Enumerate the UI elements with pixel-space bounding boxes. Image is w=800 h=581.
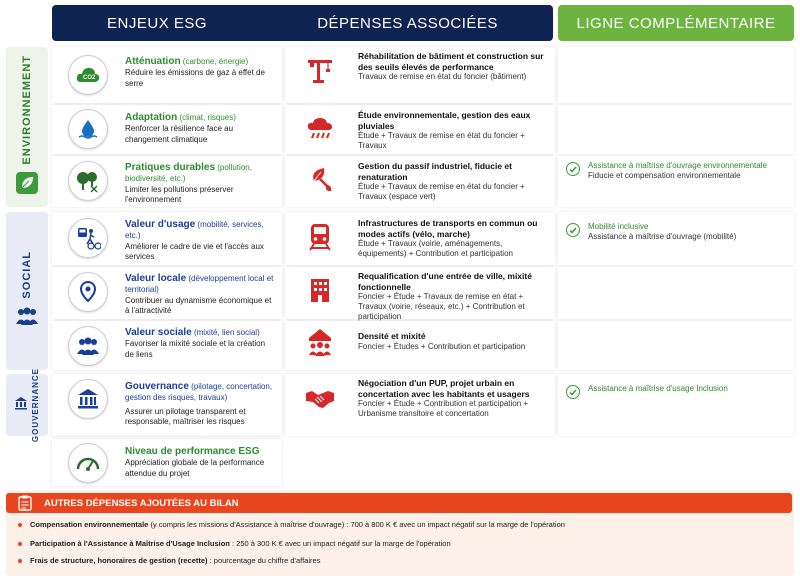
enjeu-title: Valeur sociale [125, 327, 192, 338]
enjeu-sub: (mixité, lien social) [193, 328, 260, 337]
bilan-header [6, 493, 792, 513]
enjeu-title: Pratiques durables [125, 162, 216, 173]
institution-small-icon [14, 396, 28, 415]
svg-text:CO2: CO2 [83, 75, 96, 81]
sidebar-label-gouvernance: GOUVERNANCE [31, 367, 40, 443]
depense-title: Gestion du passif industriel, fiducie et renaturation [358, 161, 512, 182]
depense-desc: Étude + Travaux (voirie, aménagements, équipements) + Contribution et participation [358, 239, 513, 258]
depense-title: Infrastructures de transports en commun ou modes actifs (vélo, marche) [358, 218, 538, 239]
sidebar-environnement [6, 47, 48, 207]
enjeu-row-valeur-usage [52, 212, 282, 265]
header-ligne: LIGNE COMPLÉMENTAIRE [558, 5, 794, 41]
ligne-row-empty-6 [558, 321, 794, 370]
bilan-title: AUTRES DÉPENSES AJOUTÉES AU BILAN [44, 497, 239, 509]
leaf-icon [16, 172, 38, 199]
ligne-title: Assistance à maîtrise d'usage Inclusion [588, 384, 728, 393]
train-icon [305, 222, 335, 252]
depense-desc: Foncier + Étude + Contribution et participation + Urbanisme transitoire et concertation [358, 399, 529, 418]
bilan-item [18, 556, 320, 565]
depense-title: Négociation d'un PUP, projet urbain en concertation avec les habitants et usagers [358, 378, 530, 399]
depense-desc: Étude + Travaux de remise en état du foncier + Travaux [358, 131, 525, 150]
depense-row-passif-industriel [285, 156, 555, 207]
depense-title: Requalification d'une entrée de ville, mixité fonctionnelle [358, 271, 532, 292]
depense-desc: Travaux de remise en état du foncier (bâtiment) [358, 72, 527, 81]
house-people-icon [305, 327, 335, 357]
bilan-item [18, 520, 565, 529]
enjeu-sub: (pollution, biodiversité, etc.) [125, 163, 252, 183]
sidebar-label-environnement: ENVIRONNEMENT [21, 54, 33, 165]
enjeu-desc: Renforcer la résilience face au changement climatique [125, 124, 234, 144]
bilan-item-label: Compensation environnementale [30, 520, 149, 529]
enjeu-sub: (climat, risques) [179, 113, 236, 122]
ligne-row-inclusion [558, 374, 794, 436]
depense-row-eaux-pluviales [285, 105, 555, 154]
depense-row-requalification [285, 267, 555, 319]
bilan-item-label: Frais de structure, honoraires de gestion (recette) [30, 556, 208, 565]
enjeu-desc: Contribuer au dynamisme économique et à l'attractivité [125, 295, 272, 315]
enjeu-title: Atténuation [125, 56, 181, 67]
bullet-icon [18, 542, 22, 546]
depense-row-densite [285, 321, 555, 370]
ligne-row-empty-5 [558, 267, 794, 319]
enjeu-sub: (carbone, énergie) [182, 57, 249, 66]
sidebar-social [6, 212, 48, 370]
enjeu-title: Valeur d'usage [125, 219, 196, 230]
trees-icon [68, 161, 108, 201]
ligne-title: Assistance à maîtrise d'ouvrage environnementale [588, 161, 767, 170]
depense-row-rehabilitation [285, 47, 555, 103]
institution-icon [68, 379, 108, 419]
enjeu-title: Niveau de performance ESG [125, 446, 260, 457]
enjeu-row-pratiques [52, 156, 282, 207]
crane-icon [305, 55, 335, 85]
depense-title: Étude environnementale, gestion des eaux pluviales [358, 110, 531, 131]
bullet-icon [18, 523, 22, 527]
enjeu-row-performance [52, 439, 282, 486]
header-enjeux: ENJEUX ESG [107, 14, 208, 32]
enjeu-row-valeur-sociale [52, 321, 282, 370]
bullet-icon [18, 559, 22, 563]
rain-cloud-icon [305, 114, 335, 144]
ligne-row-amo-env [558, 156, 794, 207]
enjeu-title: Adaptation [125, 112, 178, 123]
ligne-desc: Fiducie et compensation environnementale [588, 171, 741, 180]
enjeu-row-valeur-locale [52, 267, 282, 319]
check-icon [566, 162, 580, 176]
ligne-desc: Assistance à maîtrise d'ouvrage (mobilité) [588, 232, 737, 241]
bilan-item-text: : pourcentage du chiffre d'affaires [207, 556, 321, 565]
sidebar-label-social: SOCIAL [21, 250, 33, 299]
depense-desc: Étude + Travaux de remise en état du foncier + Travaux (espace vert) [358, 182, 525, 201]
enjeu-desc: Réduire les émissions de gaz à effet de serre [125, 68, 265, 88]
enjeu-sub: (pilotage, concertation, gestion des risques, travaux) [125, 382, 273, 402]
enjeu-desc: Favoriser la mixité sociale et la création de liens [125, 339, 266, 359]
enjeu-desc: Améliorer le cadre de vie et l'accès aux services [125, 241, 264, 261]
leaf-shovel-icon [305, 164, 335, 194]
enjeu-row-gouvernance [52, 374, 282, 436]
depense-desc: Foncier + Études + Contribution et participation [358, 341, 526, 351]
clipboard-icon [18, 495, 36, 511]
ligne-row-empty-2 [558, 105, 794, 154]
check-icon [566, 385, 580, 399]
enjeu-sub: (mobilité, services, etc.) [125, 220, 264, 240]
co2-cloud-icon [68, 55, 108, 95]
depense-row-transports [285, 212, 555, 265]
depense-desc: Foncier + Étude + Travaux de remise en état + Travaux (voirie, réseaux, etc.) + Contribution et participation [358, 292, 525, 321]
enjeu-sub: (développement local et territorial) [125, 274, 274, 294]
ligne-row-empty-1 [558, 47, 794, 103]
enjeu-row-attenuation [52, 47, 282, 103]
building-icon [305, 275, 335, 305]
depense-row-pup [285, 374, 555, 436]
gauge-icon [68, 443, 108, 483]
ligne-row-mobilite [558, 212, 794, 265]
ligne-title: Mobilité inclusive [588, 222, 649, 231]
depense-title: Réhabilitation de bâtiment et construction sur des seuils élevés de performance [358, 51, 544, 72]
check-icon [566, 223, 580, 237]
sidebar-gouvernance [6, 367, 48, 443]
enjeu-desc: Assurer un pilotage transparent et responsable, maîtriser les risques [125, 406, 246, 426]
bilan-item-label: Participation à l'Assistance à Maîtrise d'Usage Inclusion [30, 539, 230, 548]
enjeu-title: Gouvernance [125, 381, 189, 392]
people-group-icon [68, 326, 108, 366]
header-esg-bar [52, 5, 553, 41]
enjeu-desc: Limiter les pollutions préserver l'environnement [125, 184, 234, 204]
bilan-item-text: : 250 à 300 K € avec un impact négatif sur la marge de l'opération [229, 539, 451, 548]
people-icon [14, 306, 40, 331]
bilan-item-text: (y compris les missions d'Assistance à maîtrise d'ouvrage) : 700 à 800 K € avec un impact négatif sur la marge de l'opération [148, 520, 565, 529]
header-depenses: DÉPENSES ASSOCIÉES [317, 14, 498, 32]
enjeu-title: Valeur locale [125, 273, 187, 284]
enjeu-desc: Appréciation globale de la performance attendue du projet [125, 458, 265, 478]
bilan-item [18, 539, 451, 548]
water-drop-icon [68, 109, 108, 149]
enjeu-row-adaptation [52, 105, 282, 154]
handshake-icon [305, 384, 335, 414]
depense-title: Densité et mixité [358, 331, 426, 341]
pedestrian-bus-icon [68, 218, 108, 258]
map-pin-icon [68, 272, 108, 312]
